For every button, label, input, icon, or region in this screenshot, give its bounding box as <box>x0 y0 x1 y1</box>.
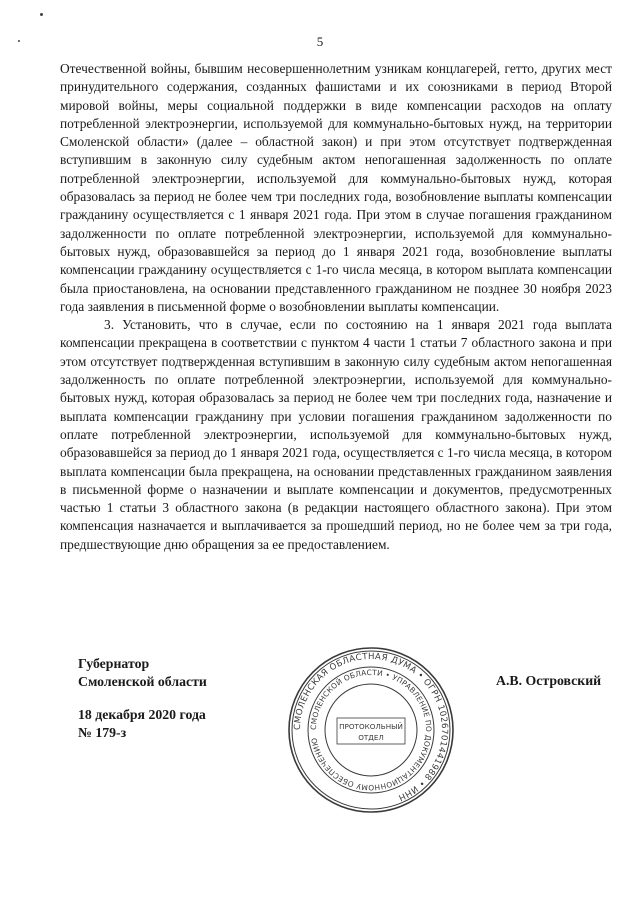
signatory-title <box>78 655 207 691</box>
document-number: № 179-з <box>78 725 127 740</box>
document-body <box>60 60 612 554</box>
stamp-center-line1: ПРОТОКОЛЬНЫЙ <box>339 722 403 731</box>
signatory-name: А.В. Островский <box>496 673 602 688</box>
paragraph-3: 3. Установить, что в случае, если по состоянию на 1 января 2021 года выплата компенсации прекращена в соответствии с пунктом 4 части 1 статьи 7 областного закона и при этом отсутствует подтвержденная вступившим в законную силу судебным актом непогашенная задолженность по оплате потребленной электроэнергии, используемой для коммунально-бытовых нужд, которая образовалась за период не более чем три последних года, назначение и выплата компенсации гражданину при условии погашения гражданином задолженности по оплате потребленной электроэнергии, используемой для коммунально-бытовых нужд, образовавшейся за период до 1 января 2021 года, осуществляется с 1-го числа месяца, в котором выплата компенсации была прекращена, на основании представленных гражданином заявления в письменной форме о назначении и выплате компенсации и документов, предусмотренных частью 1 статьи 3 областного закона (в редакции настоящего областного закона). При этом компенсация назначается и выплачивается за прошедший период, но не более чем за три года, предшествующие дню обращения за ее предоставлением. <box>60 317 612 552</box>
scan-speck <box>40 13 43 16</box>
paragraph-continuation: Отечественной войны, бывшим несовершеннолетним узникам концлагерей, гетто, других мест принудительного содержания, созданных фашистами и их союзниками в период Второй мировой войны, меры социальной поддержки в виде компенсации расходов на оплату потребленной электроэнергии, используемой для коммунально-бытовых нужд, на территории Смоленской области» (далее – областной закон) и при этом отсутствует подтвержденная вступившим в законную силу судебным актом непогашенная задолженность по оплате потребленной электроэнергии, используемой для коммунально-бытовых нужд, которая образовалась за период не более чем три последних года, возобновление выплаты компенсации гражданину осуществляется с 1 января 2021 года. При этом в случае погашения гражданином задолженности по оплате потребленной электроэнергии, используемой для коммунально-бытовых нужд, образовавшейся за период до 1 января 2021 года, возобновление выплаты компенсации гражданину осуществляется с 1-го числа месяца, в котором выплата компенсации была приостановлена, на основании представленного гражданином не позднее 30 ноября 2023 года заявления в письменной форме о возобновлении выплаты компенсации. <box>60 61 612 314</box>
document-date: 18 декабря 2020 года <box>78 707 206 722</box>
stamp-outer-text: СМОЛЕНСКАЯ ОБЛАСТНАЯ ДУМА • ОГРН 1026701441988 • ИНН <box>292 651 450 803</box>
page-number: 5 <box>316 34 324 49</box>
document-date-block <box>78 706 206 742</box>
signatory-title-line2: Смоленской области <box>78 674 207 689</box>
stamp-center-line2: ОТДЕЛ <box>358 733 384 742</box>
official-stamp <box>285 644 457 816</box>
signatory-title-line1: Губернатор <box>78 656 150 671</box>
stamp-inner-text: СМОЛЕНСКОЙ ОБЛАСТИ • УПРАВЛЕНИЕ ПО ДОКУМЕНТАЦИОННОМУ ОБЕСПЕЧЕНИЮ <box>308 667 434 793</box>
